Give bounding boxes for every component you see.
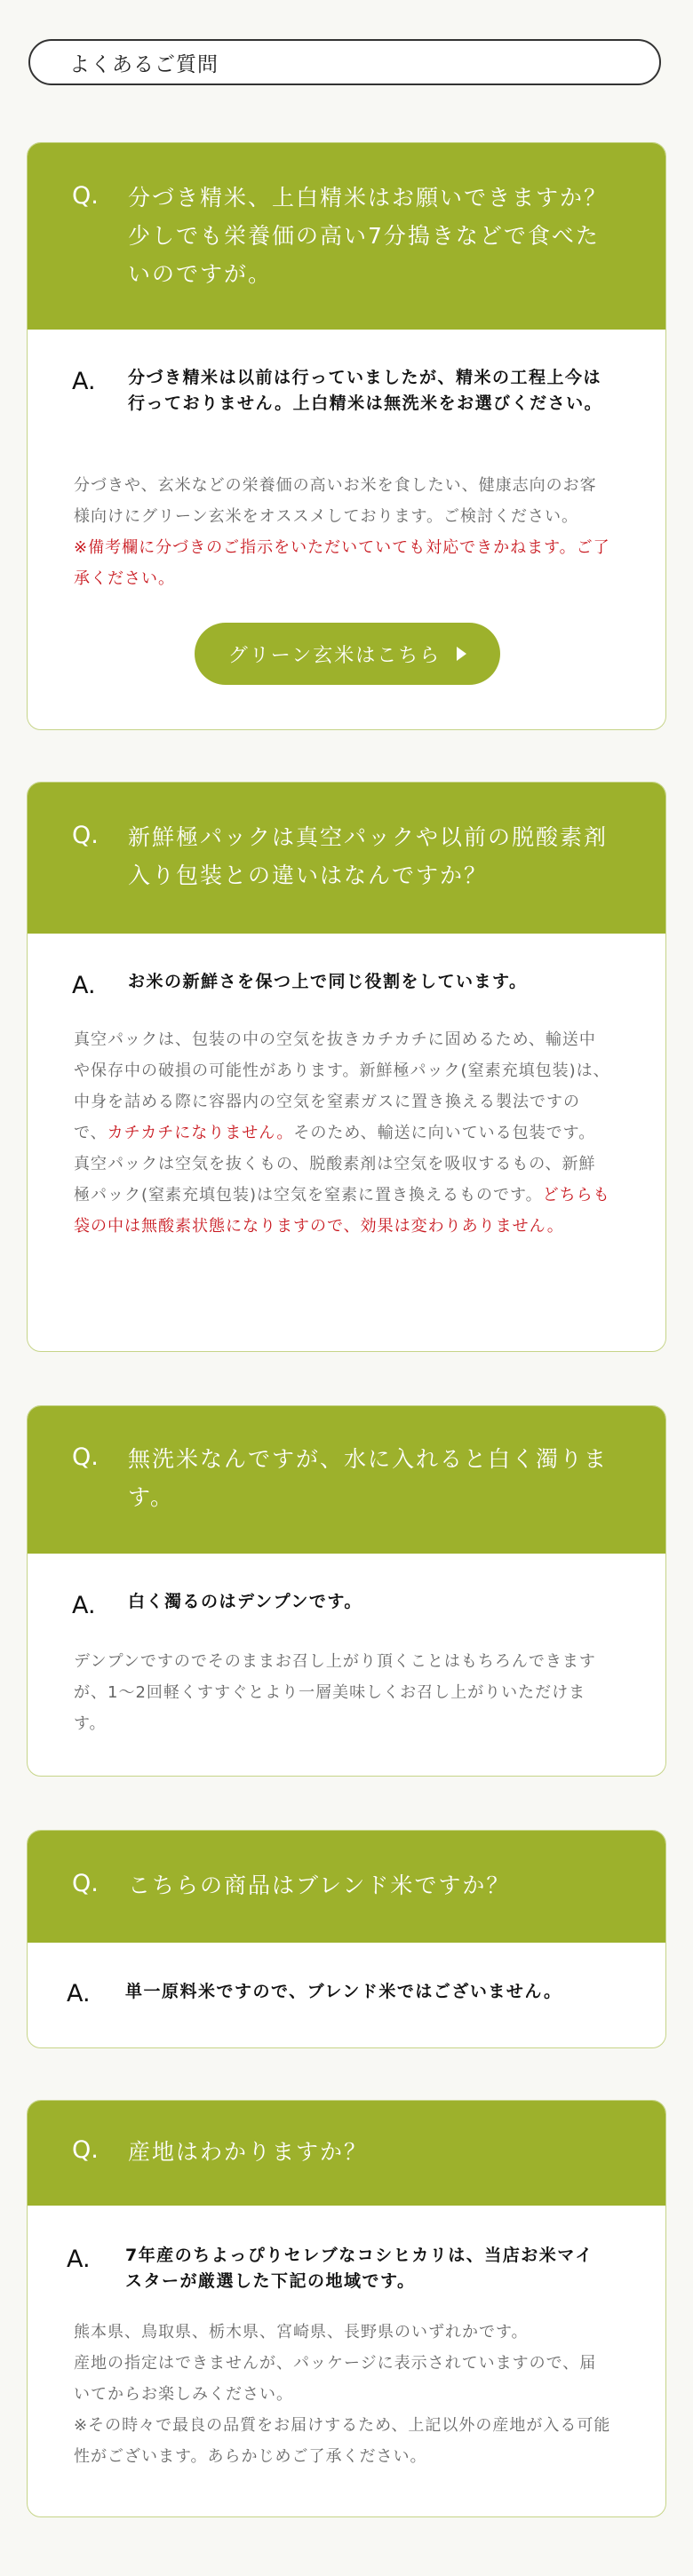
question-text: 分づき精米、上白精米はお願いできますか？少しでも栄養価の高い7分搗きなどで食べたいのですが。 xyxy=(128,185,609,287)
answer-mark: A. xyxy=(72,972,96,999)
question-mark: Q. xyxy=(72,1870,99,1897)
answer-text: 白く濁るのはデンプンです。 xyxy=(128,1592,362,1611)
faq-heading xyxy=(28,39,661,85)
faq-heading-label: よくあるご質問 xyxy=(69,52,219,76)
answer-body-text: 真空パックは、包装の中の空気を抜きカチカチに固めるため、輸送中や保存中の破損の可能性があります。新鮮極パック(窒素充填包装)は、中身を詰める際に容器内の空気を窒素ガスに置き換える製法ですので、 xyxy=(74,1030,610,1142)
arrow-right-icon xyxy=(457,647,466,661)
green-genmai-button[interactable] xyxy=(195,623,500,685)
answer-text: 7年産のちよっぴりセレブなコシヒカリは、当店お米マイスターが厳選した下記の地域です。 xyxy=(125,2246,593,2291)
faq-question-4[interactable] xyxy=(28,1831,665,1943)
answer-mark: A. xyxy=(72,1592,96,1619)
answer-body-line: ※その時々で最良の品質をお届けするため、上記以外の産地が入る可能性がございます。あらかじめご了承ください。 xyxy=(74,2416,611,2466)
question-mark: Q. xyxy=(72,1443,99,1471)
answer-body-line: 熊本県、鳥取県、栃木県、宮崎県、長野県のいずれかです。 xyxy=(74,2323,529,2341)
answer-body-highlight: どちらも袋の中は無酸素状態になりますので、効果は変わりありません。 xyxy=(74,1186,610,1236)
answer-mark: A. xyxy=(67,1980,91,2008)
answer-body xyxy=(74,2317,612,2472)
answer-body-line: 産地の指定はできませんが、パッケージに表示されていますので、届いてからお楽しみください。 xyxy=(74,2354,597,2404)
faq-item-1 xyxy=(27,142,666,730)
faq-item-4 xyxy=(27,1830,666,2048)
question-text: 産地はわかりますか？ xyxy=(128,2139,369,2165)
answer-body-note: ※備考欄に分づきのご指示をいただいていても対応できかねます。ご了承ください。 xyxy=(74,538,610,588)
question-mark: Q. xyxy=(72,182,99,210)
answer-text: 単一原料米ですので、ブレンド米ではございません。 xyxy=(125,1982,562,2001)
answer-body-text: 真空パックは空気を抜くもの、脱酸素剤は空気を吸収するもの、新鮮極パック(窒素充填包装)は空気を窒素に置き換えるものです。 xyxy=(74,1155,596,1205)
faq-question-1[interactable] xyxy=(28,143,665,330)
answer-text: お米の新鮮さを保つ上で同じ役割をしています。 xyxy=(128,972,528,991)
faq-item-2 xyxy=(27,782,666,1352)
answer-mark: A. xyxy=(72,368,96,395)
faq-item-5 xyxy=(27,2100,666,2517)
faq-question-2[interactable] xyxy=(28,783,665,934)
question-text: こちらの商品はブレンド米ですか？ xyxy=(128,1872,511,1898)
answer-body xyxy=(74,1024,612,1242)
question-mark: Q. xyxy=(72,2136,99,2164)
green-genmai-button-label: グリーン玄米はこちら xyxy=(227,644,442,667)
answer-body-highlight: カチカチになりません。 xyxy=(107,1124,294,1142)
question-text: 新鮮極パックは真空パックや以前の脱酸素剤入り包装との違いはなんですか？ xyxy=(128,824,609,888)
answer-body xyxy=(74,1646,612,1739)
answer-body-text: デンプンですのでそのままお召し上がり頂くことはもちろんできますが、1〜2回軽くすすぐとより一層美味しくお召し上がりいただけます。 xyxy=(74,1652,596,1733)
question-text: 無洗米なんですが、水に入れると白く濁ります。 xyxy=(128,1446,609,1510)
faq-item-3 xyxy=(27,1405,666,1777)
answer-body xyxy=(74,470,612,594)
faq-question-3[interactable] xyxy=(28,1406,665,1554)
question-mark: Q. xyxy=(72,822,99,849)
answer-body-text: 分づきや、玄米などの栄養価の高いお米を食したい、健康志向のお客様向けにグリーン玄米をオススメしております。ご検討ください。 xyxy=(74,476,597,526)
faq-question-5[interactable] xyxy=(28,2101,665,2206)
answer-text: 分づき精米は以前は行っていましたが、精米の工程上今は行っておりません。上白精米は無洗米をお選びください。 xyxy=(128,368,603,413)
answer-body-text: そのため、輸送に向いている包装です。 xyxy=(293,1124,596,1142)
answer-mark: A. xyxy=(67,2246,91,2273)
